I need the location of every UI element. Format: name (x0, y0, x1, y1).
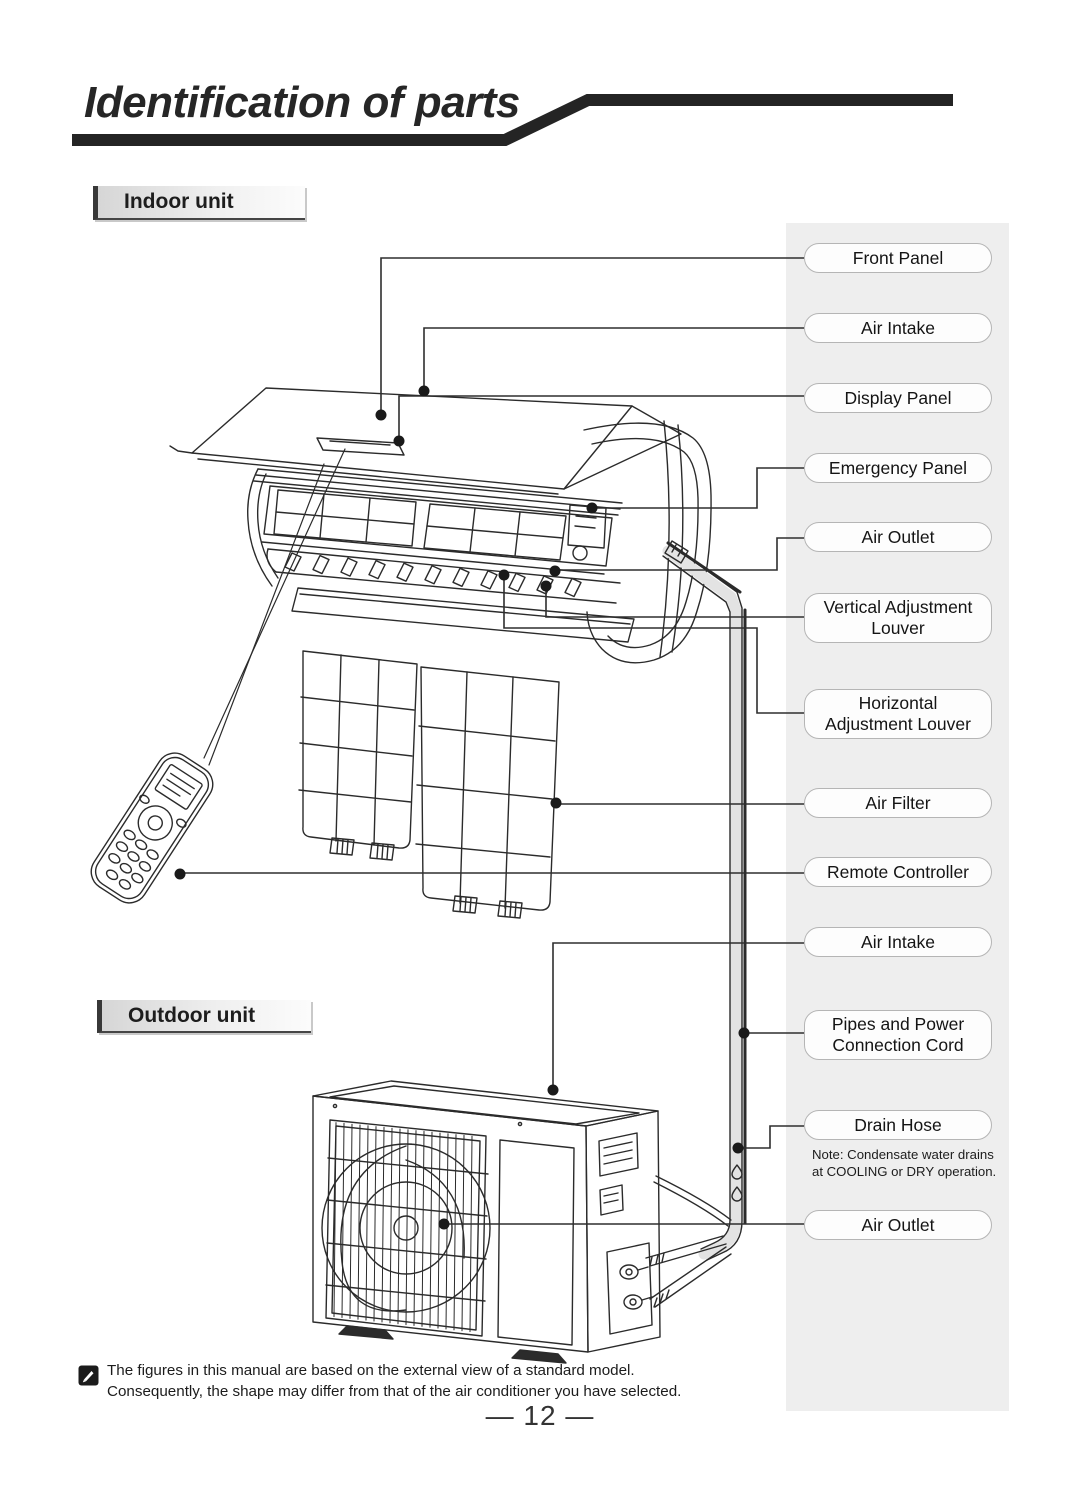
callout-horizontal-adjustment-louver: Horizontal Adjustment Louver (804, 689, 992, 739)
pencil-note-icon (78, 1365, 99, 1386)
callout-air-outlet-indoor: Air Outlet (804, 522, 992, 552)
callout-front-panel: Front Panel (804, 243, 992, 273)
callout-air-outlet-outdoor: Air Outlet (804, 1210, 992, 1240)
callout-vertical-adjustment-louver: Vertical Adjustment Louver (804, 593, 992, 643)
footnote-line1: The figures in this manual are based on the external view of a standard model. (107, 1362, 635, 1379)
page-title: Identification of parts (84, 78, 520, 127)
callout-drain-hose: Drain Hose (804, 1110, 992, 1140)
air-filter-drawing (299, 651, 559, 918)
page-number: — 12 — (485, 1400, 595, 1431)
callout-remote-controller: Remote Controller (804, 857, 992, 887)
callout-pipes-and-power-connection-cord: Pipes and Power Connection Cord (804, 1010, 992, 1060)
callout-air-filter: Air Filter (804, 788, 992, 818)
drain-hose-note (812, 1146, 996, 1181)
callout-display-panel: Display Panel (804, 383, 992, 413)
callout-air-intake-outdoor: Air Intake (804, 927, 992, 957)
callout-dots (175, 386, 750, 1230)
leader-lines (180, 258, 804, 1224)
signal-beam (204, 449, 345, 765)
indoor-unit-drawing (170, 388, 711, 663)
footnote-line2: Consequently, the shape may differ from that of the air conditioner you have selected. (107, 1382, 682, 1400)
callout-air-intake-indoor: Air Intake (804, 313, 992, 343)
section-heading-indoor: Indoor unit (93, 186, 305, 220)
drain-hose-note-line2: at COOLING or DRY operation. (812, 1164, 997, 1180)
drain-hose-note-line1: Note: Condensate water drains (812, 1147, 994, 1162)
callout-emergency-panel: Emergency Panel (804, 453, 992, 483)
outdoor-unit-drawing (313, 1081, 660, 1363)
remote-controller-drawing (84, 746, 219, 910)
section-heading-outdoor: Outdoor unit (97, 1000, 311, 1033)
footnote (107, 1361, 681, 1402)
